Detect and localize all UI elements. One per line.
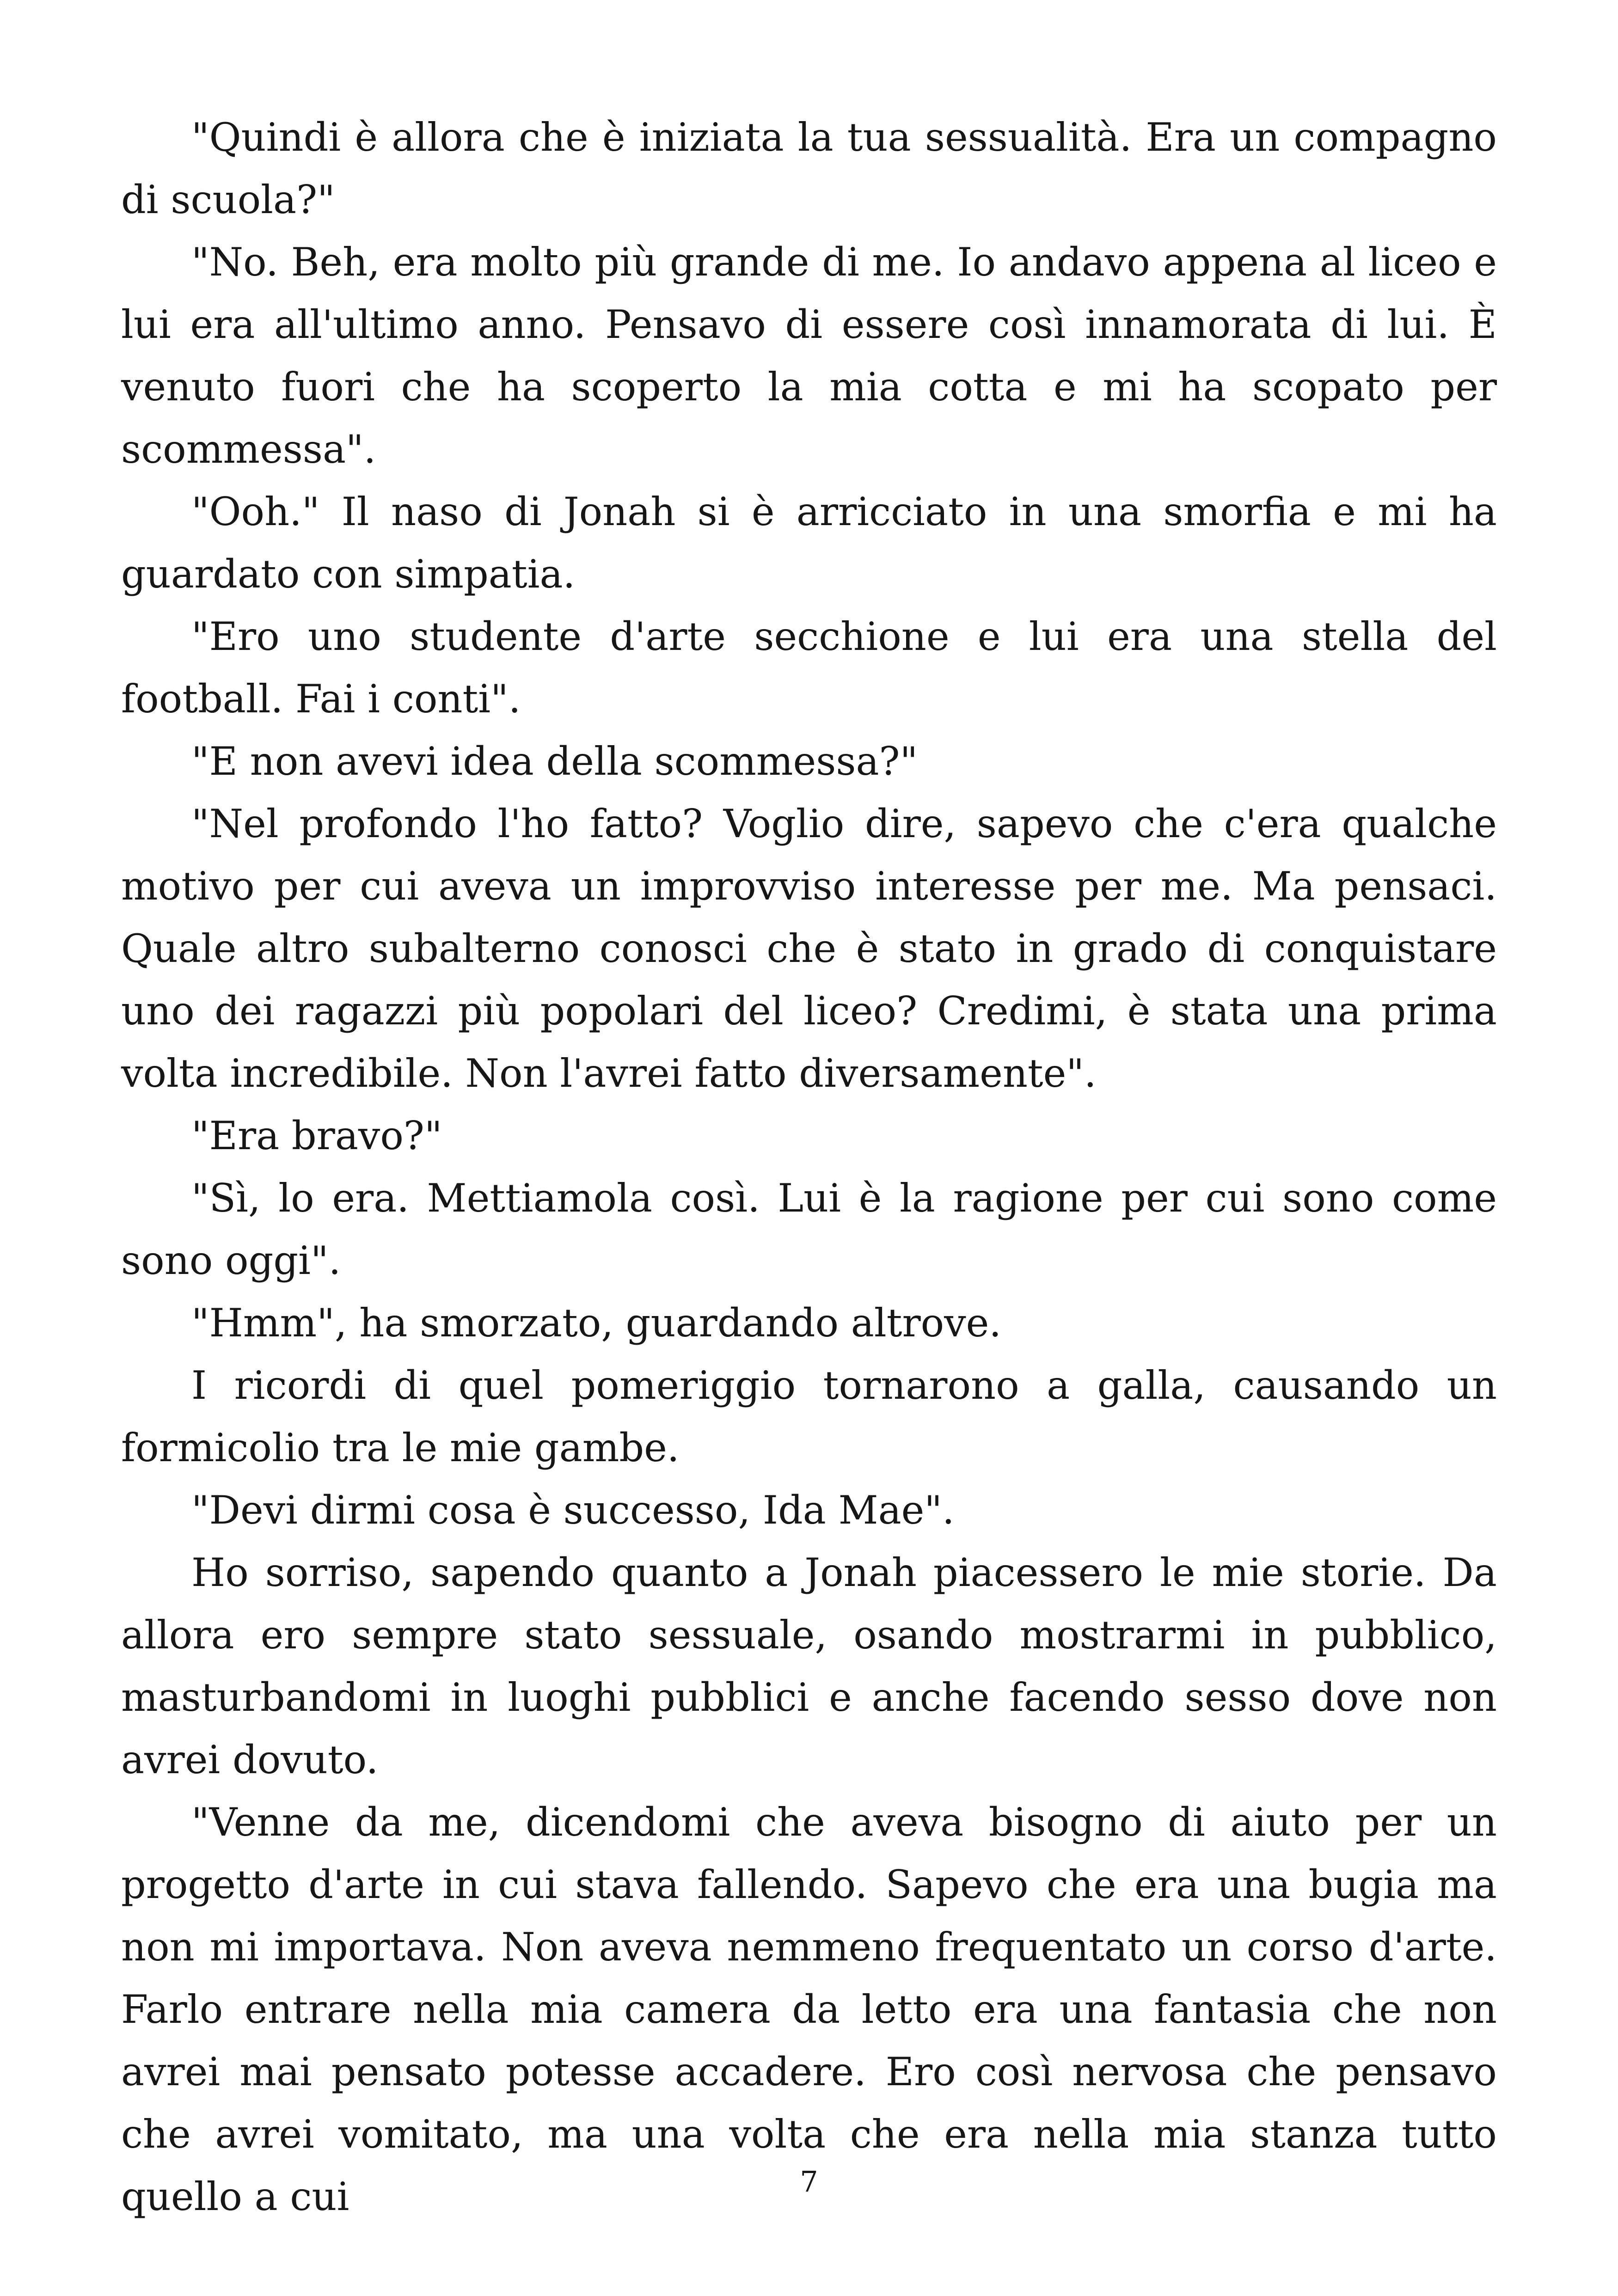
body-text — [121, 106, 1497, 2228]
paragraph: "Quindi è allora che è iniziata la tua sessualità. Era un compagno di scuola?" — [121, 115, 1497, 222]
page-number: 7 — [800, 2165, 818, 2198]
paragraph: "Devi dirmi cosa è successo, Ida Mae". — [191, 1488, 955, 1533]
paragraph: Ho sorriso, sapendo quanto a Jonah piacessero le mie storie. Da allora ero sempre stato sessuale, osando mostrarmi in pubblico, masturbandomi in luoghi pubblici e anche facendo sesso dove non avrei dovuto. — [121, 1550, 1497, 1782]
paragraph: "Venne da me, dicendomi che aveva bisogno di aiuto per un progetto d'arte in cui stava fallendo. Sapevo che era una bugia ma non mi importava. Non aveva nemmeno frequentato un corso d'arte. Farlo entrare nella mia camera da letto era una fantasia che non avrei mai pensato potesse accadere. Ero così nervosa che pensavo che avrei vomitato, ma una volta che era nella mia stanza tutto quello a cui — [121, 1800, 1497, 2219]
paragraph: "E non avevi idea della scommessa?" — [191, 739, 918, 784]
paragraph: "Era bravo?" — [191, 1113, 442, 1158]
paragraph: "Ooh." Il naso di Jonah si è arricciato in una smorfia e mi ha guardato con simpatia. — [121, 489, 1497, 597]
paragraph: "Hmm", ha smorzato, guardando altrove. — [191, 1300, 1002, 1346]
paragraph: "Sì, lo era. Mettiamola così. Lui è la ragione per cui sono come sono oggi". — [121, 1176, 1497, 1283]
paragraph: "Ero uno studente d'arte secchione e lui era una stella del football. Fai i conti". — [121, 614, 1497, 722]
paragraph: I ricordi di quel pomeriggio tornarono a galla, causando un formicolio tra le mie gambe. — [121, 1363, 1497, 1470]
paragraph: "Nel profondo l'ho fatto? Voglio dire, sapevo che c'era qualche motivo per cui aveva un improvviso interesse per me. Ma pensaci. Quale altro subalterno conosci che è stato in grado di conquistare uno dei ragazzi più popolari del liceo? Credimi, è stata una prima volta incredibile. Non l'avrei fatto diversamente". — [121, 801, 1497, 1096]
paragraph: "No. Beh, era molto più grande di me. Io andavo appena al liceo e lui era all'ultimo anno. Pensavo di essere così innamorata di lui. È venuto fuori che ha scoperto la mia cotta e mi ha scopato per scommessa". — [121, 239, 1497, 472]
